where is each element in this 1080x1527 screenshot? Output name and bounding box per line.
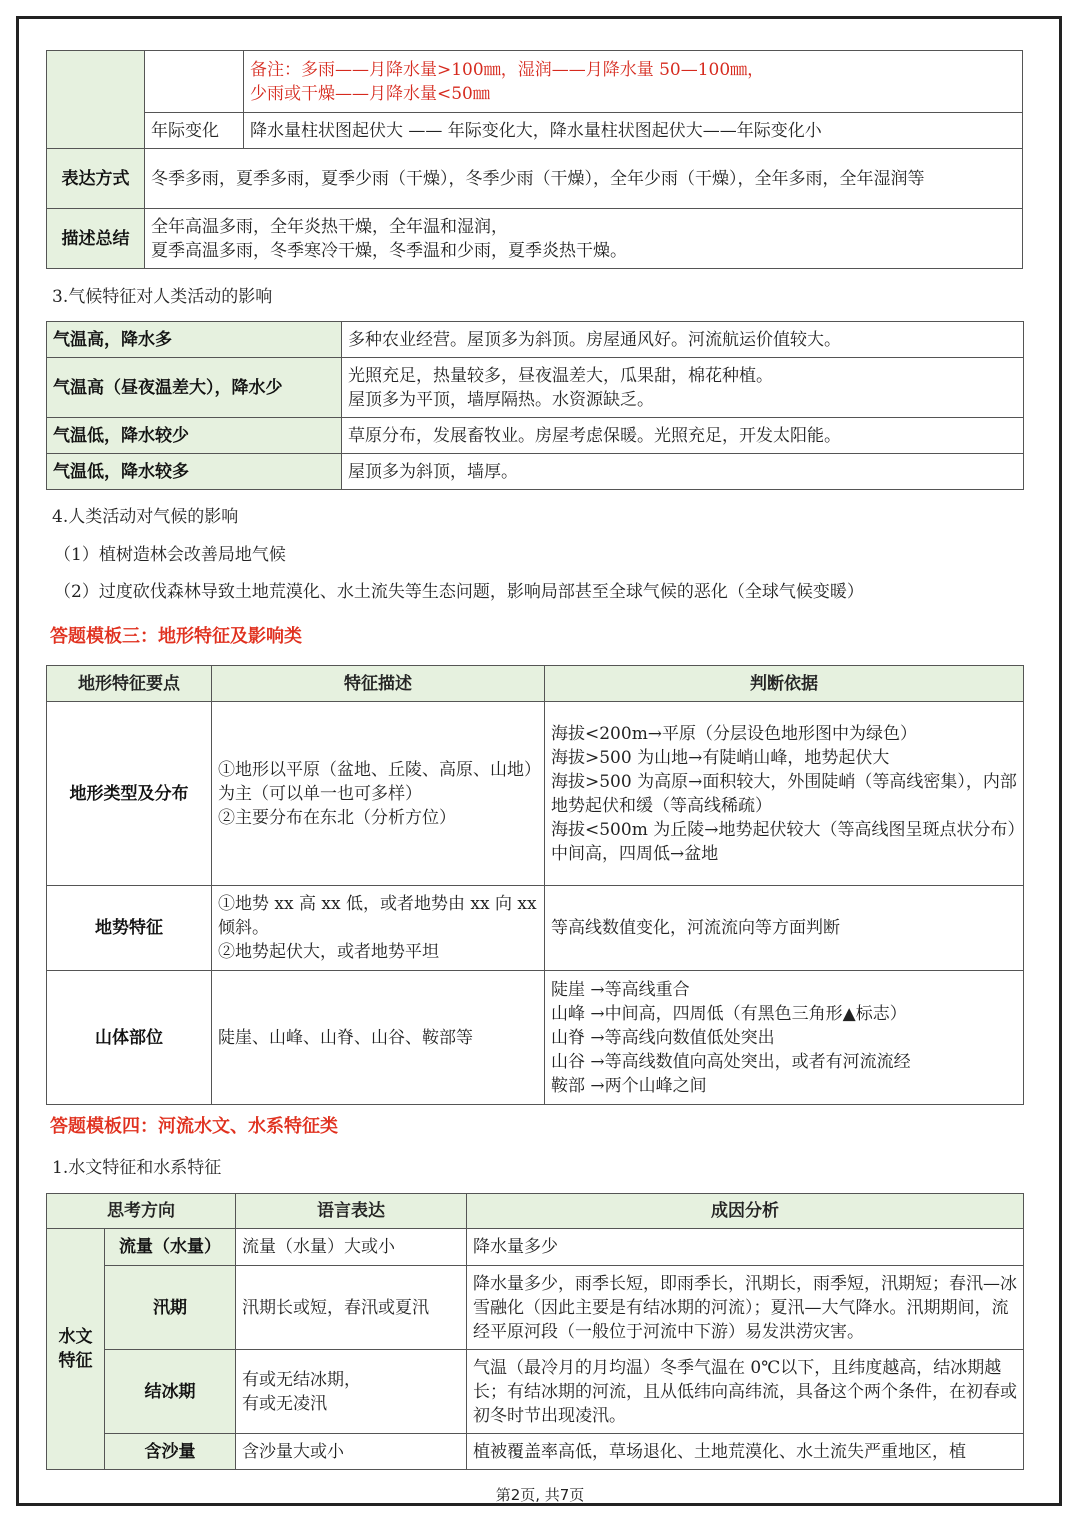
basis-line: 海拔>500 为高原→面积较大，外围陡峭（等高线密集），内部地势起伏和缓（等高线稀疏） bbox=[551, 771, 1017, 816]
group-label: 水文特征 bbox=[47, 1229, 105, 1470]
annual-desc: 降水量柱状图起伏大 —— 年际变化大，降水量柱状图起伏大——年际变化小 bbox=[244, 113, 1023, 149]
cause-cell: 气温（最冷月的月均温）冬季气温在 0℃以下，且纬度越高，结冰期越长；有结冰期的河流，且从低纬向高纬流，具备这个两个条件，在初春或初冬时节出现凌汛。 bbox=[467, 1350, 1024, 1434]
section-title: 1.水文特征和水系特征 bbox=[52, 1158, 222, 1178]
expr-line: 有或无凌汛 bbox=[242, 1393, 327, 1414]
annual-label: 年际变化 bbox=[145, 113, 244, 149]
row-label: 地形类型及分布 bbox=[47, 702, 212, 886]
col-header: 地形特征要点 bbox=[47, 666, 212, 702]
expr-label: 表达方式 bbox=[47, 149, 145, 209]
row-label: 气温低，降水较多 bbox=[47, 454, 342, 490]
section-title: 4.人类活动对气候的影响 bbox=[52, 507, 239, 527]
basis-line: 山脊 →等高线向数值低处突出 bbox=[551, 1027, 775, 1048]
desc-line: 屋顶多为平顶，墙厚隔热。水资源缺乏。 bbox=[348, 389, 654, 410]
row-label: 流量（水量） bbox=[105, 1229, 236, 1266]
basis-line: 中间高，四周低→盆地 bbox=[551, 843, 719, 864]
row-label: 气温高（昼夜温差大），降水少 bbox=[47, 358, 342, 418]
row-desc bbox=[342, 358, 1024, 418]
blank-cell bbox=[47, 51, 145, 149]
hydrology-table bbox=[46, 1193, 1024, 1470]
feature-desc bbox=[212, 886, 545, 971]
note-line: 备注：多雨——月降水量>100㎜，湿润——月降水量 50—100㎜， bbox=[250, 59, 765, 80]
row-label: 结冰期 bbox=[105, 1350, 236, 1434]
precipitation-table bbox=[46, 50, 1023, 269]
basis-line: 鞍部 →两个山峰之间 bbox=[551, 1075, 707, 1096]
col-header: 判断依据 bbox=[545, 666, 1024, 702]
template4-heading: 答题模板四：河流水文、水系特征类 bbox=[50, 1116, 338, 1137]
expr-desc: 冬季多雨，夏季多雨，夏季少雨（干燥），冬季少雨（干燥），全年少雨（干燥），全年多雨，全年湿润等 bbox=[145, 149, 1023, 209]
basis-line: 山谷 →等高线数值向高处突出，或者有河流流经 bbox=[551, 1051, 911, 1072]
summary-line: 全年高温多雨，全年炎热干燥，全年温和湿润， bbox=[151, 216, 508, 237]
page-footer: 第2页, 共7页 bbox=[495, 1486, 585, 1504]
template3-heading: 答题模板三：地形特征及影响类 bbox=[50, 626, 302, 647]
note-line: 少雨或干燥——月降水量<50㎜ bbox=[250, 83, 490, 104]
feature-desc: 陡崖、山峰、山脊、山谷、鞍部等 bbox=[212, 971, 545, 1105]
row-label: 地势特征 bbox=[47, 886, 212, 971]
expr-cell: 汛期长或短，春汛或夏汛 bbox=[236, 1266, 467, 1350]
row-label: 汛期 bbox=[105, 1266, 236, 1350]
basis-desc: 等高线数值变化，河流流向等方面判断 bbox=[545, 886, 1024, 971]
col-header: 思考方向 bbox=[47, 1194, 236, 1229]
desc-line: ②地势起伏大，或者地势平坦 bbox=[218, 942, 439, 962]
cause-cell: 降水量多少 bbox=[467, 1229, 1024, 1266]
col-header: 特征描述 bbox=[212, 666, 545, 702]
terrain-table bbox=[46, 665, 1024, 1105]
desc-line: ①地势 xx 高 xx 低，或者地势由 xx 向 xx 倾斜。 bbox=[218, 894, 537, 938]
col-header: 成因分析 bbox=[467, 1194, 1024, 1229]
expr-cell: 含沙量大或小 bbox=[236, 1434, 467, 1470]
cause-cell: 植被覆盖率高低，草场退化、土地荒漠化、水土流失严重地区，植 bbox=[467, 1434, 1024, 1470]
note-cell bbox=[244, 51, 1023, 113]
expr-line: 有或无结冰期， bbox=[242, 1369, 361, 1390]
row-desc: 屋顶多为斜顶，墙厚。 bbox=[342, 454, 1024, 490]
row-desc: 草原分布，发展畜牧业。房屋考虑保暖。光照充足，开发太阳能。 bbox=[342, 418, 1024, 454]
blank-cell bbox=[145, 51, 244, 113]
row-desc: 多种农业经营。屋顶多为斜顶。房屋通风好。河流航运价值较大。 bbox=[342, 322, 1024, 358]
basis-desc bbox=[545, 702, 1024, 886]
expr-cell bbox=[236, 1350, 467, 1434]
desc-line: 光照充足，热量较多，昼夜温差大，瓜果甜，棉花种植。 bbox=[348, 365, 773, 386]
expr-cell: 流量（水量）大或小 bbox=[236, 1229, 467, 1266]
row-label: 山体部位 bbox=[47, 971, 212, 1105]
basis-line: 山峰 →中间高，四周低（有黑色三角形▲标志） bbox=[551, 1003, 907, 1024]
basis-line: 海拔>500 为山地→有陡峭山峰，地势起伏大 bbox=[551, 747, 890, 768]
summary-line: 夏季高温多雨，冬季寒冷干燥，冬季温和少雨，夏季炎热干燥。 bbox=[151, 240, 627, 261]
row-label: 含沙量 bbox=[105, 1434, 236, 1470]
list-item: （2）过度砍伐森林导致土地荒漠化、水土流失等生态问题，影响局部甚至全球气候的恶化（全球气候变暖） bbox=[54, 582, 864, 602]
desc-line: ①地形以平原（盆地、丘陵、高原、山地）为主（可以单一也可多样） bbox=[218, 759, 533, 804]
col-header: 语言表达 bbox=[236, 1194, 467, 1229]
row-label: 气温高，降水多 bbox=[47, 322, 342, 358]
desc-line: ②主要分布在东北（分析方位） bbox=[218, 807, 456, 828]
cause-cell: 降水量多少，雨季长短，即雨季长，汛期长，雨季短，汛期短；春汛—冰雪融化（因此主要是有结冰期的河流）；夏汛—大气降水。汛期期间，流经平原河段（一般位于河流中下游）易发洪涝灾害。 bbox=[467, 1266, 1024, 1350]
summary-desc bbox=[145, 209, 1023, 269]
row-label: 气温低，降水较少 bbox=[47, 418, 342, 454]
basis-desc bbox=[545, 971, 1024, 1105]
summary-label: 描述总结 bbox=[47, 209, 145, 269]
basis-line: 海拔<500m 为丘陵→地势起伏较大（等高线图呈斑点状分布） bbox=[551, 819, 1025, 840]
feature-desc bbox=[212, 702, 545, 886]
basis-line: 海拔<200m→平原（分层设色地形图中为绿色） bbox=[551, 723, 918, 744]
section-title: 3.气候特征对人类活动的影响 bbox=[52, 287, 273, 307]
basis-line: 陡崖 →等高线重合 bbox=[551, 979, 690, 1000]
list-item: （1）植树造林会改善局地气候 bbox=[54, 545, 286, 565]
climate-impact-table bbox=[46, 321, 1024, 490]
